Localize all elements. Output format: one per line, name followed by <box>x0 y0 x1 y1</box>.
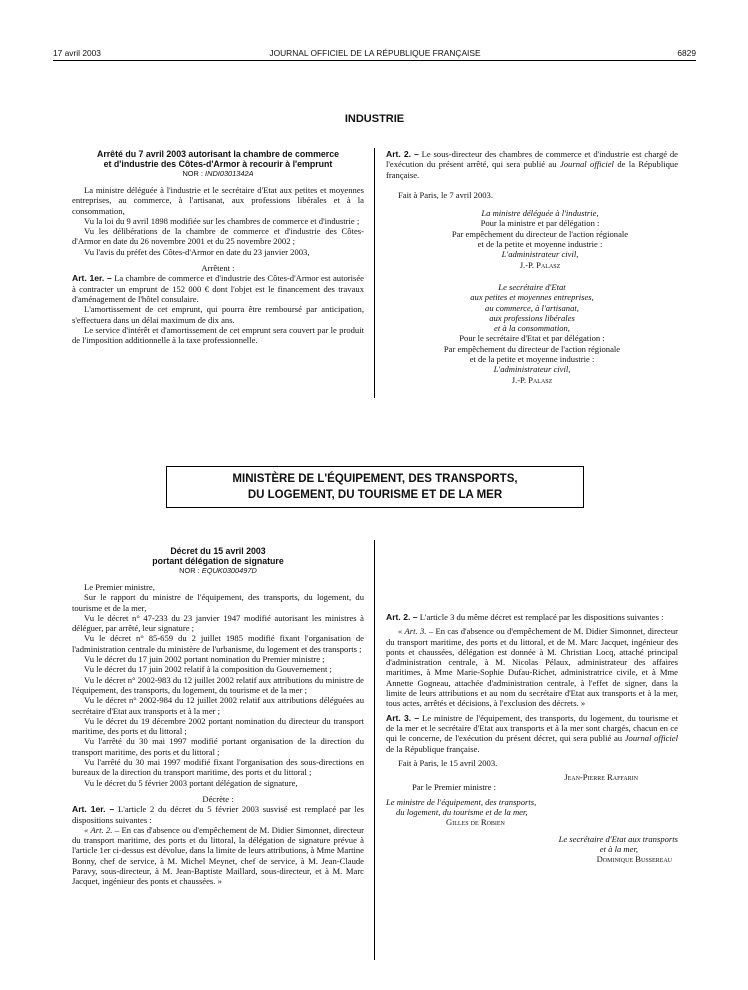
arrete-article-1 <box>72 273 364 304</box>
article-text: Le ministre de l'équipement, des transports, du logement, du tourisme et de la mer et le secrétaire d'Etat aux transports et à la mer sont chargés, chacun en ce qui le concerne, de l'exécution du présent décret, qui sera publié au <box>386 712 678 744</box>
nor-code: INDI0301342A <box>205 169 254 178</box>
quote-article-label: « Art. 2. – <box>84 824 120 835</box>
header-journal: JOURNAL OFFICIEL DE LA RÉPUBLIQUE FRANÇAISE <box>269 48 481 58</box>
ministry-title-line2: DU LOGEMENT, DU TOURISME ET DE LA MER <box>247 489 503 501</box>
signature-line: et de la petite et moyenne industrie : <box>469 354 595 365</box>
section-title-industrie: INDUSTRIE <box>344 113 405 125</box>
signature-line: Par empêchement du directeur de l'action régionale <box>451 228 629 239</box>
article-label: Art. 1er. – <box>72 804 115 815</box>
arretent: Arrêtent : <box>201 263 235 274</box>
decret-paragraph: Vu le décret n° 2002-984 du 12 juillet 2002 relatif aux attributions déléguées au secrétaire d'Etat aux transports et à la mer ; <box>72 695 364 716</box>
signature-line: Pour le secrétaire d'Etat et par délégation : <box>459 333 605 344</box>
journal-officiel: Journal officiel <box>624 733 678 744</box>
signature-name: J.-P. Palasz <box>511 374 553 385</box>
decrete: Décrète : <box>202 793 234 804</box>
nor-label: NOR : <box>182 169 203 178</box>
decret-title-line2: portant délégation de signature <box>152 556 284 566</box>
signature-line: et à la consommation, <box>494 323 570 334</box>
decret-paragraph: Vu l'arrêté du 30 mai 1997 modifié fixant l'organisation des sous-directions en bureaux de la direction du transport maritime, des ports et du littoral ; <box>72 757 364 778</box>
arrete-paragraph: Vu les délibérations de la chambre de commerce et d'industrie des Côtes-d'Armor en date du 26 novembre 2001 et du 25 novembre 2002 ; <box>72 226 364 247</box>
fait-a-paris: Fait à Paris, le 7 avril 2003. <box>398 189 493 200</box>
signature-line: L'administrateur civil, <box>493 364 571 375</box>
arrete-nor <box>72 169 364 179</box>
arrete-paragraph: L'amortissement de cet emprunt, qui pourra être remboursé par anticipation, s'effectuera dans un délai maximum de dix ans. <box>72 304 364 325</box>
quote-text: En cas d'absence ou d'empêchement de M. Didier Simonnet, directeur du transport maritime, des ports et du littoral, la délégation de signature prévue à l'article 1er ci-dessus est dévolue, dans la limite de leurs attributions, à Mme Martine Bonny, chef de service, à M. Michel Meynet, chef de service, à M. Jean-Claude Paravy, sous-directeur, à M. Jean-Baptiste Maillard, sous-directeur, et à M. Marc Jacquet, ingénieur des ponts et chaussées. » <box>72 824 364 887</box>
decret-paragraph: Sur le rapport du ministre de l'équipement, des transports, du logement, du tourisme et de la mer, <box>72 592 364 613</box>
arrete-paragraph: Vu la loi du 9 avril 1898 modifiée sur les chambres de commerce et d'industrie ; <box>84 215 360 226</box>
article-label: Art. 3. – <box>386 712 420 723</box>
decret-article-1 <box>72 804 364 825</box>
article-label: Art. 2. – <box>386 612 418 622</box>
arrete-paragraph: Le service d'intérêt et d'amortissement de cet emprunt sera couvert par le produit de l'imposition additionnelle à la taxe professionnelle. <box>72 324 364 346</box>
signature-line: et à la mer, <box>599 843 638 854</box>
quote-text: En cas d'absence ou d'empêchement de M. Didier Simonnet, directeur du transport maritime, des ports et du littoral, et de M. Marc Jacquet, ingénieur des ponts et chaussées, délégation est donnée à M. Christian Locq, attaché principal d'administration centrale, à M. Nicolas Pélaux, administrateur des affaires maritimes, à Mme Marie-Sophie Dufau-Richet, administratrice civile, et à Mme Annette Gogneau, attachée d'administration centrale, à l'effet de signer, dans la limite de leurs attributions et au nom du secrétaire d'Etat aux transports et à la mer, tous actes, arrêtés et décisions, à l'exclusion des décrets. » <box>386 626 678 709</box>
header-rule <box>53 60 696 61</box>
signature-line: Pour la ministre et par délégation : <box>480 218 600 229</box>
signature-line: du logement, du tourisme et de la mer, <box>396 807 528 818</box>
signature-line: aux petites et moyennes entreprises, <box>470 292 594 303</box>
arrete-article-2 <box>386 149 678 180</box>
signature-line: Le secrétaire d'Etat aux transports <box>558 833 678 844</box>
arrete-title-line1: Arrêté du 7 avril 2003 autorisant la chambre de commerce <box>96 149 340 159</box>
article-label: Art. 1er. – <box>72 273 112 284</box>
signature-premier-ministre: Jean-Pierre Raffarin <box>564 772 638 783</box>
arrete-right-column <box>386 149 678 385</box>
ministry-title-box <box>166 466 584 508</box>
article-text: L'article 3 du même décret est remplacé par les dispositions suivantes : <box>419 612 664 622</box>
signature-line: au commerce, à l'artisanat, <box>485 302 579 313</box>
signature-name: Gilles de Robien <box>446 817 505 828</box>
decret-paragraph: Vu le décret n° 47-233 du 23 janvier 1947 modifié autorisant les ministres à déléguer, par arrêté, leur signature ; <box>72 612 364 634</box>
signature-name: Dominique Bussereau <box>596 854 672 865</box>
decret-paragraph: Vu l'arrêté du 30 mai 1997 modifié portant organisation de la direction du transport maritime, des ports et du littoral ; <box>72 736 364 757</box>
header-page-number: 6829 <box>677 48 696 58</box>
article-text: La chambre de commerce et d'industrie des Côtes-d'Armor est autorisée à contracter un emprunt de 152 000 € dont l'objet est le financement des travaux d'aménagement de l'hôtel consulaire. <box>72 273 364 304</box>
article-label: Art. 2. – <box>386 149 419 159</box>
article-text: de la République française. <box>386 743 480 754</box>
signature-line: Par empêchement du directeur de l'action régionale <box>443 343 621 354</box>
arrete-paragraph: Vu l'avis du préfet des Côtes-d'Armor en date du 23 janvier 2003, <box>84 246 310 257</box>
decret-title <box>72 546 364 566</box>
signature-line: Le ministre de l'équipement, des transports, <box>386 796 537 807</box>
decret-paragraph: Vu le décret n° 85-659 du 2 juillet 1985 modifié fixant l'organisation de l'administration centrale du ministère de l'urbanisme, du logement et des transports ; <box>72 633 364 654</box>
par-le-premier-ministre: Par le Premier ministre : <box>412 782 497 793</box>
signature-line: L'administrateur civil, <box>501 249 579 260</box>
decret-paragraph: Vu le décret du 19 décembre 2002 portant nomination du directeur du transport maritime, des ports et du littoral ; <box>72 715 364 737</box>
decret-quote-article-3 <box>386 626 678 708</box>
decret-article-3 <box>386 713 678 754</box>
decret-left-column <box>72 546 364 887</box>
signature-line: et de la petite et moyenne industrie : <box>477 239 603 250</box>
signature-name: J.-P. Palasz <box>519 259 561 270</box>
article-text: de la République française. <box>386 159 679 180</box>
decret-title-line1: Décret du 15 avril 2003 <box>170 546 266 556</box>
fait-a-paris: Fait à Paris, le 15 avril 2003. <box>398 757 498 768</box>
arrete-title <box>72 149 364 169</box>
signature-line: Le secrétaire d'Etat <box>498 281 566 292</box>
signature-line: La ministre déléguée à l'industrie, <box>481 208 599 219</box>
arrete-left-column <box>72 149 364 345</box>
journal-officiel: Journal officiel <box>559 159 614 170</box>
nor-label: NOR : <box>179 566 200 575</box>
quote-article-label: « Art. 3. – <box>398 626 434 637</box>
article-text: Le sous-directeur des chambres de commerce et d'industrie est chargé de l'exécution du présent arrêté, qui sera publié au <box>386 149 678 170</box>
decret-paragraph: Le Premier ministre, <box>84 582 155 592</box>
decret-right-column <box>386 612 678 865</box>
decret-paragraph: Vu le décret n° 2002-983 du 12 juillet 2002 relatif aux attributions du ministre de l'équipement, des transports, du logement, du tourisme et de la mer ; <box>72 674 364 695</box>
decret-article-2 <box>386 612 678 622</box>
arrete-paragraph: La ministre déléguée à l'industrie et le secrétaire d'Etat aux petites et moyennes entreprises, au commerce, à l'artisanat, aux professions libérales et à la consommation, <box>72 185 364 216</box>
decret-paragraph: Vu le décret du 5 février 2003 portant délégation de signature, <box>84 777 298 788</box>
decret-nor <box>72 566 364 576</box>
nor-code: EQUK0300497D <box>201 566 257 575</box>
decret-paragraph: Vu le décret du 17 juin 2002 relatif à la composition du Gouvernement ; <box>84 664 332 675</box>
decret-quote-article-2 <box>72 825 364 887</box>
article-text: L'article 2 du décret du 5 février 2003 susvisé est remplacé par les dispositions suivantes : <box>72 804 365 825</box>
header-date: 17 avril 2003 <box>53 48 101 58</box>
signature-line: aux professions libérales <box>489 312 575 323</box>
signature-ministre <box>386 208 678 270</box>
column-divider <box>374 540 375 960</box>
decret-paragraph: Vu le décret du 17 juin 2002 portant nomination du Premier ministre ; <box>84 654 325 665</box>
ministry-title-line1: MINISTÈRE DE L'ÉQUIPEMENT, DES TRANSPORTS, <box>232 473 518 485</box>
column-divider <box>374 148 375 398</box>
arrete-title-line2: et d'industrie des Côtes-d'Armor à recourir à l'emprunt <box>103 159 333 169</box>
signature-secretaire-etat <box>386 282 678 385</box>
